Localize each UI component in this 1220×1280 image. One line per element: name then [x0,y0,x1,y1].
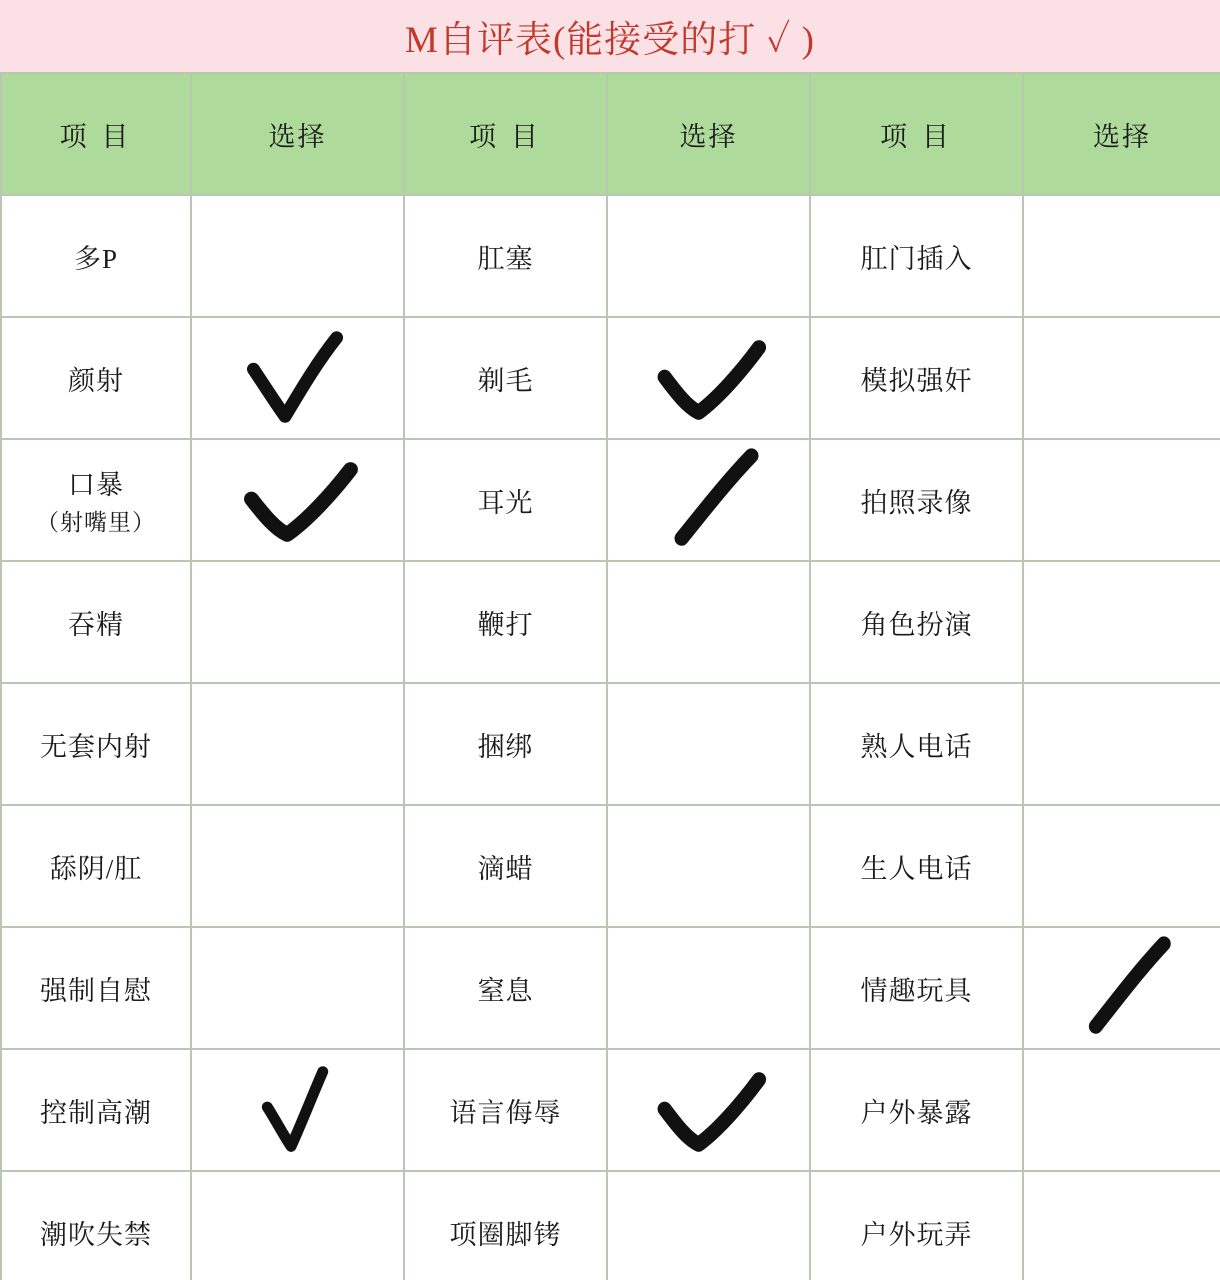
header-select-2: 选择 [607,73,810,195]
page-title: M自评表(能接受的打 ✓ ) [405,20,815,61]
item-cell: 无套内射 [1,683,191,805]
checkmark-icon [192,1050,403,1170]
select-cell[interactable] [191,439,404,561]
item-cell: 户外玩弄 [810,1171,1023,1280]
item-cell: 滴蜡 [404,805,607,927]
item-cell: 肛门插入 [810,195,1023,317]
checkmark-icon [1024,928,1220,1048]
select-cell[interactable] [607,683,810,805]
checkmark-icon [608,440,809,560]
header-item-1: 项 目 [1,73,191,195]
select-cell[interactable] [607,561,810,683]
select-cell[interactable] [1023,1171,1220,1280]
select-cell[interactable] [1023,439,1220,561]
select-cell[interactable] [191,1049,404,1171]
item-cell: 剃毛 [404,317,607,439]
title-banner [0,0,1220,72]
table-row [1,195,1220,317]
item-cell-subtext: （射嘴里） [36,510,156,535]
select-cell[interactable] [607,317,810,439]
select-cell[interactable] [191,1171,404,1280]
checkmark-icon [192,440,403,560]
item-cell: 情趣玩具 [810,927,1023,1049]
select-cell[interactable] [1023,561,1220,683]
assessment-table [0,72,1220,1280]
table-row [1,317,1220,439]
select-cell[interactable] [607,1171,810,1280]
select-cell[interactable] [607,1049,810,1171]
item-cell: 口暴 （射嘴里） [1,439,191,561]
select-cell[interactable] [191,927,404,1049]
select-cell[interactable] [191,561,404,683]
item-cell: 肛塞 [404,195,607,317]
checkmark-icon [192,318,403,438]
header-select-1: 选择 [191,73,404,195]
table-row [1,439,1220,561]
select-cell[interactable] [1023,1049,1220,1171]
header-select-3: 选择 [1023,73,1220,195]
header-row [1,73,1220,195]
item-cell: 颜射 [1,317,191,439]
item-cell: 模拟强奸 [810,317,1023,439]
header-item-2: 项 目 [404,73,607,195]
select-cell[interactable] [191,805,404,927]
item-cell: 拍照录像 [810,439,1023,561]
table-row [1,1049,1220,1171]
select-cell[interactable] [607,439,810,561]
item-cell: 潮吹失禁 [1,1171,191,1280]
select-cell[interactable] [1023,927,1220,1049]
select-cell[interactable] [191,195,404,317]
table-row [1,927,1220,1049]
select-cell[interactable] [607,927,810,1049]
table-row [1,683,1220,805]
table-row [1,561,1220,683]
select-cell[interactable] [607,195,810,317]
select-cell[interactable] [1023,317,1220,439]
table-row [1,805,1220,927]
item-cell: 耳光 [404,439,607,561]
item-cell: 强制自慰 [1,927,191,1049]
table-header [1,73,1220,195]
select-cell[interactable] [1023,805,1220,927]
item-cell: 多P [1,195,191,317]
select-cell[interactable] [191,683,404,805]
checkmark-icon [608,1050,809,1170]
item-cell: 吞精 [1,561,191,683]
item-cell: 窒息 [404,927,607,1049]
item-cell: 熟人电话 [810,683,1023,805]
item-cell: 语言侮辱 [404,1049,607,1171]
select-cell[interactable] [1023,683,1220,805]
table-body [1,195,1220,1280]
item-cell: 角色扮演 [810,561,1023,683]
header-item-3: 项 目 [810,73,1023,195]
select-cell[interactable] [1023,195,1220,317]
item-cell: 鞭打 [404,561,607,683]
item-cell: 户外暴露 [810,1049,1023,1171]
select-cell[interactable] [607,805,810,927]
checkmark-icon [608,318,809,438]
item-cell: 控制高潮 [1,1049,191,1171]
item-cell: 生人电话 [810,805,1023,927]
item-cell: 捆绑 [404,683,607,805]
item-cell: 舔阴/肛 [1,805,191,927]
table-row [1,1171,1220,1280]
item-cell: 项圈脚铐 [404,1171,607,1280]
select-cell[interactable] [191,317,404,439]
